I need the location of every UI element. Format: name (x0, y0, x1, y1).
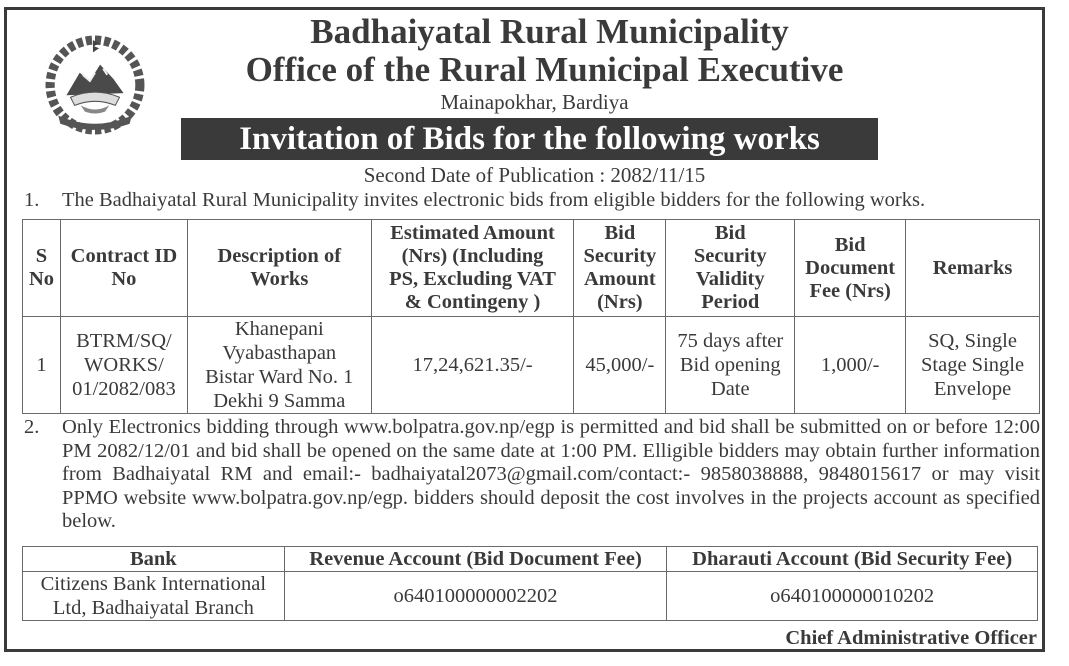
cell-dharauti-account: o640100000010202 (667, 572, 1038, 621)
paragraph-2 (24, 416, 1040, 534)
header-remarks: Remarks (906, 220, 1040, 317)
header-revenue-account: Revenue Account (Bid Document Fee) (284, 547, 667, 572)
header-bid-document-fee: Bid Document Fee (Nrs) (795, 220, 906, 317)
paragraph-number: 2. (24, 416, 40, 438)
cell-estimated-amount: 17,24,621.35/- (371, 317, 574, 414)
header-dharauti-account: Dharauti Account (Bid Security Fee) (667, 547, 1038, 572)
cell-bank: Citizens Bank International Ltd, Badhaiyatal Branch (23, 572, 285, 621)
cell-bid-security-amount: 45,000/- (574, 317, 666, 414)
cell-document-fee: 1,000/- (795, 317, 906, 414)
paragraph-text: The Badhaiyatal Rural Municipality invites electronic bids from eligible bidders for the following works. (62, 189, 926, 211)
header-bid-security-validity: Bid Security Validity Period (666, 220, 795, 317)
bank-accounts-table (22, 546, 1038, 621)
signatory-title: Chief Administrative Officer (785, 627, 1037, 649)
works-table (22, 219, 1040, 414)
cell-sno: 1 (23, 317, 61, 414)
cell-validity: 75 days after Bid opening Date (666, 317, 795, 414)
header-bid-security-amount: Bid Security Amount (Nrs) (574, 220, 666, 317)
paragraph-1 (24, 189, 1040, 213)
publication-date: Second Date of Publication : 2082/11/15 (363, 163, 706, 187)
table-row (23, 317, 1040, 414)
municipality-name: Badhaiyatal Rural Municipality (310, 12, 789, 51)
paragraph-number: 1. (24, 189, 40, 211)
paragraph-text: Only Electronics bidding through www.bolpatra.gov.np/egp is permitted and bid shall be submitted on or before 12:00 PM 2082/12/01 and bid shall be opened on the same date at 1:00 PM. Elligible bidders may obtain further information from Badhaiyatal RM and email:- badhaiyatal2073@gmail.com/contact:- 9858038888, 9848015617 or may visit PPMO website www.bolpatra.gov.np/egp. bidders should deposit the cost involves in the projects account as specified below. (62, 416, 1040, 532)
works-table-header-row (23, 220, 1040, 317)
cell-remarks: SQ, Single Stage Single Envelope (906, 317, 1040, 414)
notice-title-banner: Invitation of Bids for the following works (181, 118, 878, 160)
header-contract-id: Contract ID No (60, 220, 187, 317)
header-sno: S No (23, 220, 61, 317)
bank-table-header-row (23, 547, 1038, 572)
table-row (23, 572, 1038, 621)
header-bank: Bank (23, 547, 285, 572)
header-estimated-amount: Estimated Amount (Nrs) (Including PS, Excluding VAT & Contingeny ) (371, 220, 574, 317)
header-description: Description of Works (187, 220, 371, 317)
cell-description: Khanepani Vyabasthapan Bistar Ward No. 1 Dekhi 9 Samma (187, 317, 371, 414)
office-name: Office of the Rural Municipal Executive (245, 50, 844, 89)
cell-revenue-account: o640100000002202 (284, 572, 667, 621)
cell-contract-id: BTRM/SQ/ WORKS/ 01/2082/083 (60, 317, 187, 414)
office-address: Mainapokhar, Bardiya (440, 90, 629, 114)
